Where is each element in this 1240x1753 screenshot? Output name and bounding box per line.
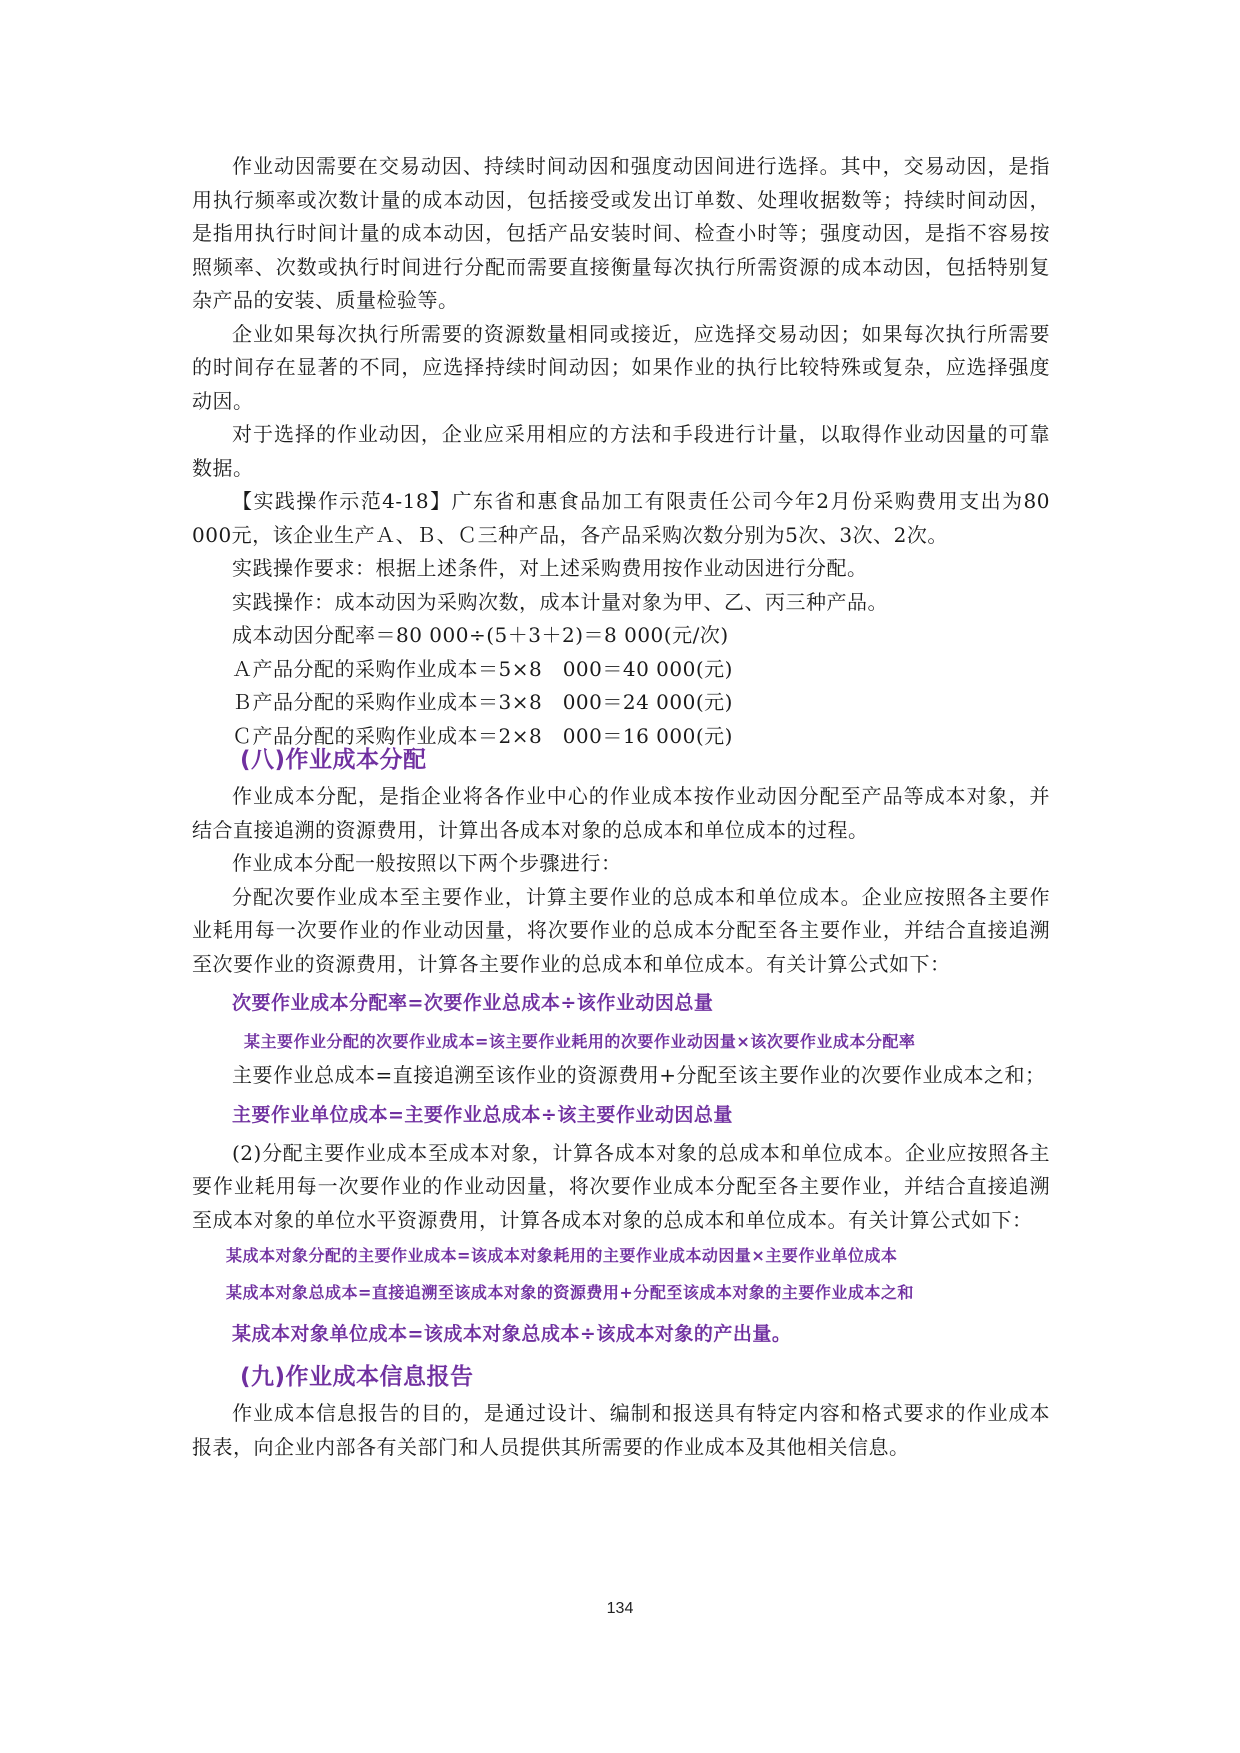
formula-secondary-rate: 次要作业成本分配率=次要作业总成本÷该作业动因总量 <box>232 992 714 1014</box>
formula-object-total-cost: 某成本对象总成本=直接追溯至该成本对象的资源费用+分配至该成本对象的主要作业成本之和 <box>226 1283 914 1302</box>
paragraph-driver-measurement: 对于选择的作业动因，企业应采用相应的方法和手段进行计量，以取得作业动因量的可靠数据。 <box>192 422 1050 480</box>
paragraph-step-two: (2)分配主要作业成本至成本对象，计算各成本对象的总成本和单位成本。企业应按照各主要作业耗用每一次要作业的作业动因量，将次要作业成本分配至各主要作业，并结合直接追溯至成本对象的单位水平资源费用，计算各成本对象的总成本和单位成本。有关计算公式如下： <box>192 1140 1050 1232</box>
page-number: 134 <box>606 1600 634 1617</box>
paragraph-requirement: 实践操作要求：根据上述条件，对上述采购费用按作业动因进行分配。 <box>232 556 868 580</box>
heading-section-9: (九)作业成本信息报告 <box>240 1364 474 1390</box>
formula-object-main-cost: 某成本对象分配的主要作业成本=该成本对象耗用的主要作业成本动因量×主要作业单位成本 <box>226 1246 898 1265</box>
formula-main-unit-cost: 主要作业单位成本=主要作业总成本÷该主要作业动因总量 <box>232 1103 733 1126</box>
calc-allocation-rate: 成本动因分配率＝80 000÷(5＋3＋2)＝8 000(元/次) <box>232 623 729 647</box>
paragraph-two-steps: 作业成本分配一般按照以下两个步骤进行： <box>232 851 622 875</box>
paragraph-cost-allocation-def: 作业成本分配，是指企业将各作业中心的作业成本按作业动因分配至产品等成本对象，并结合直接追溯的资源费用，计算出各成本对象的总成本和单位成本的过程。 <box>192 784 1050 842</box>
paragraph-main-total-cost: 主要作业总成本=直接追溯至该作业的资源费用+分配至该主要作业的次要作业成本之和； <box>232 1063 1046 1087</box>
paragraph-step-one: 分配次要作业成本至主要作业，计算主要作业的总成本和单位成本。企业应按照各主要作业耗用每一次要作业的作业动因量，将次要作业的总成本分配至各主要作业，并结合直接追溯至次要作业的资源费用，计算各主要作业的总成本和单位成本。有关计算公式如下： <box>192 884 1050 976</box>
paragraph-activity-drivers: 作业动因需要在交易动因、持续时间动因和强度动因间进行选择。其中，交易动因，是指用执行频率或次数计量的成本动因，包括接受或发出订单数、处理收据数等；持续时间动因，是指用执行时间计量的成本动因，包括产品安装时间、检查小时等；强度动因，是指不容易按照频率、次数或执行时间进行分配而需要直接衡量每次执行所需资源的成本动因，包括特别复杂产品的安装、质量检验等。 <box>192 154 1050 312</box>
section-8 <box>192 740 1050 1464</box>
calc-product-b: Ｂ产品分配的采购作业成本＝3×8 000＝24 000(元) <box>232 690 733 714</box>
heading-section-8: (八)作业成本分配 <box>240 747 427 773</box>
calc-product-c: Ｃ产品分配的采购作业成本＝2×8 000＝16 000(元) <box>232 723 733 748</box>
paragraph-driver-selection: 企业如果每次执行所需要的资源数量相同或接近，应选择交易动因；如果每次执行所需要的时间存在显著的不同，应选择持续时间动因；如果作业的执行比较特殊或复杂，应选择强度动因。 <box>192 321 1050 413</box>
formula-secondary-allocated: 某主要作业分配的次要作业成本=该主要作业耗用的次要作业动因量×该次要作业成本分配率 <box>244 1032 916 1051</box>
calc-product-a: Ａ产品分配的采购作业成本＝5×8 000＝40 000(元) <box>232 656 733 681</box>
formula-object-unit-cost: 某成本对象单位成本=该成本对象总成本÷该成本对象的产出量。 <box>232 1323 792 1345</box>
paragraph-example: 【实践操作示范4-18】广东省和惠食品加工有限责任公司今年2月份采购费用支出为80 000元，该企业生产Ａ、Ｂ、Ｃ三种产品，各产品采购次数分别为5次、3次、2次。 <box>192 489 1050 547</box>
paragraph-cost-report: 作业成本信息报告的目的，是通过设计、编制和报送具有特定内容和格式要求的作业成本报表，向企业内部各有关部门和人员提供其所需要的作业成本及其他相关信息。 <box>192 1401 1050 1459</box>
paragraph-operation: 实践操作：成本动因为采购次数，成本计量对象为甲、乙、丙三种产品。 <box>232 589 888 614</box>
body-text-top <box>192 150 1050 753</box>
